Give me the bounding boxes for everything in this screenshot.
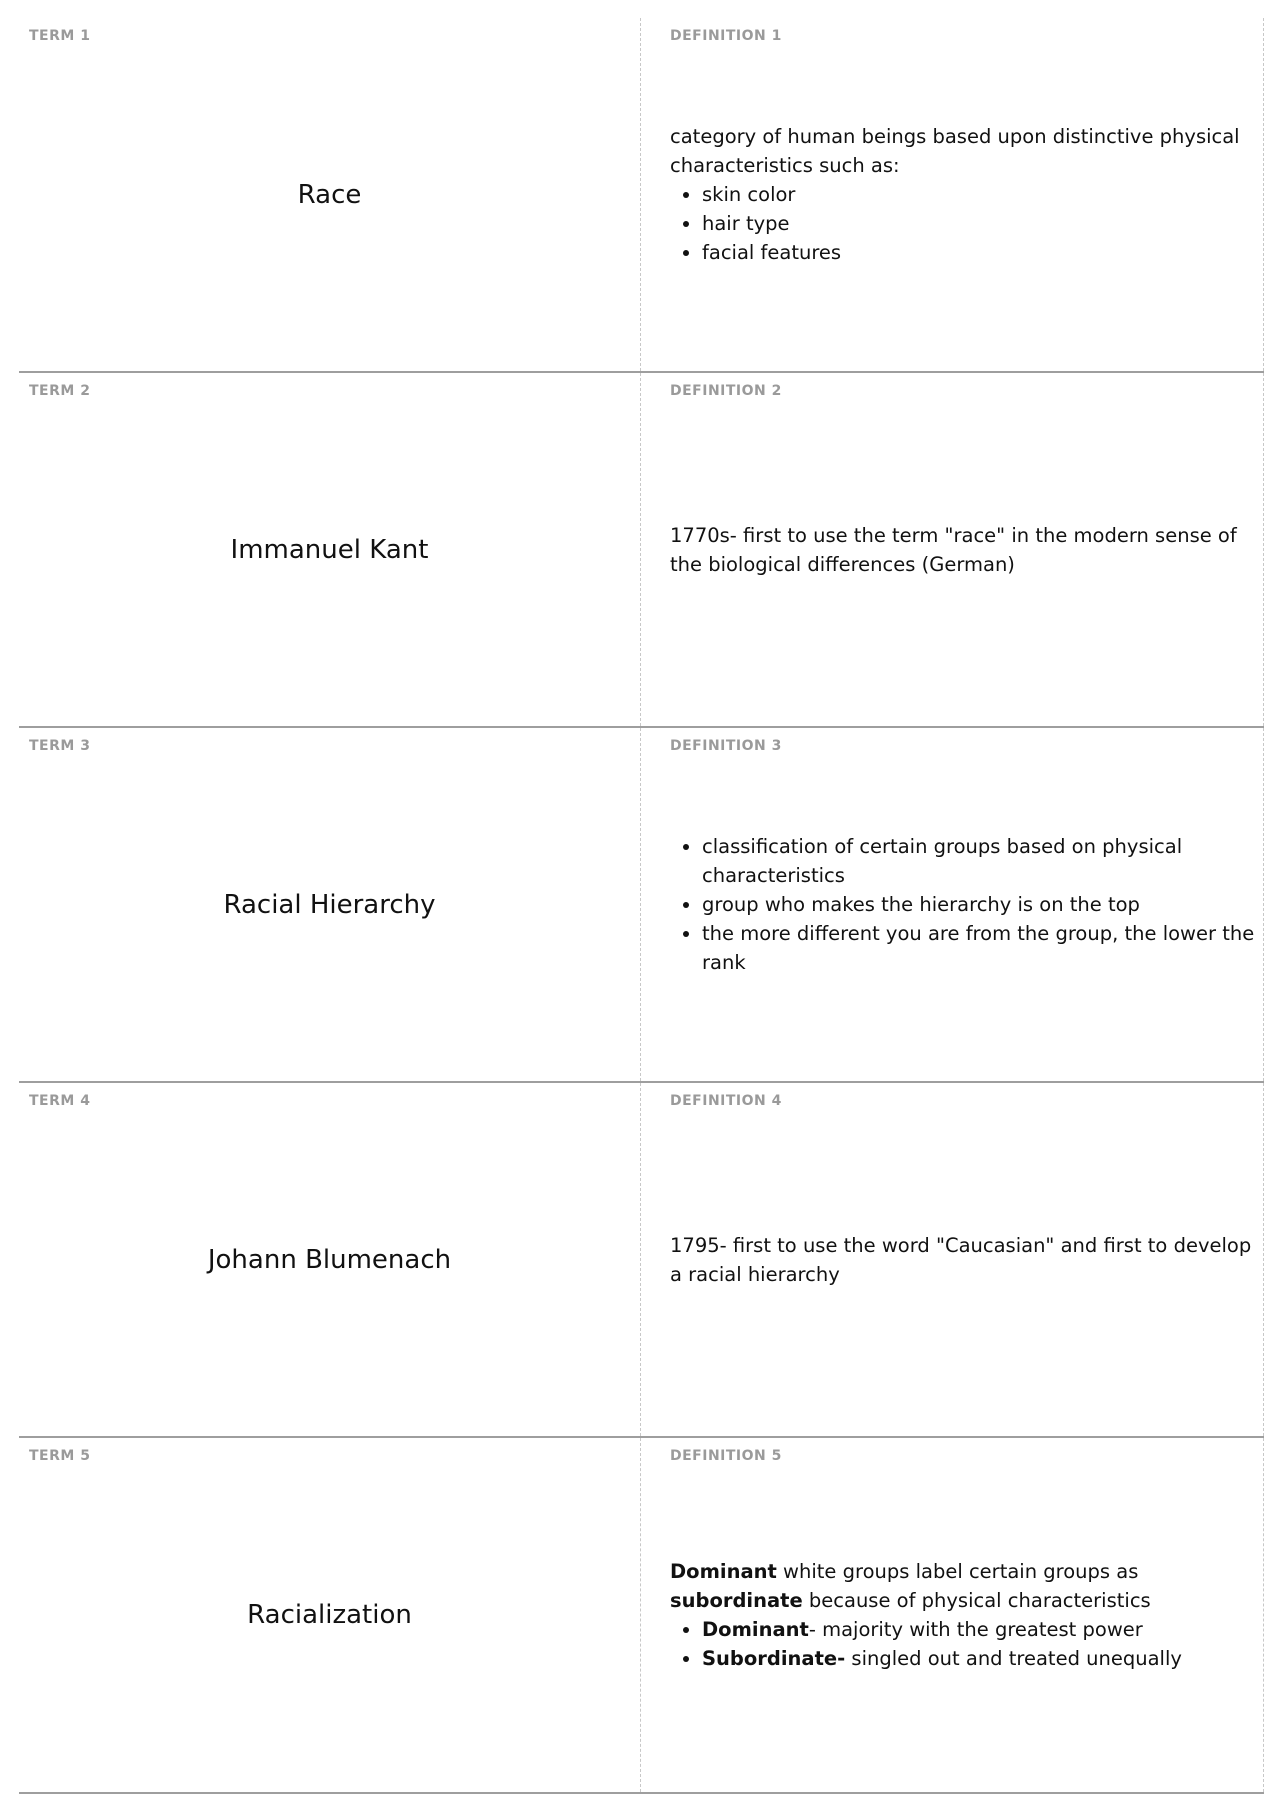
term-text: Race bbox=[297, 179, 362, 210]
bullet-text: - majority with the greatest power bbox=[808, 1618, 1143, 1641]
bold-term-dominant: Dominant bbox=[670, 1560, 777, 1583]
definition-cell-1 bbox=[641, 18, 1264, 371]
bullet-bold: Dominant bbox=[702, 1618, 809, 1641]
definition-body bbox=[670, 373, 1257, 726]
definition-cell-4 bbox=[641, 1083, 1264, 1436]
definition-bullet: • group who makes the hierarchy is on the top bbox=[702, 890, 1257, 919]
definition-bullet-list bbox=[670, 832, 1257, 977]
definition-cell-2 bbox=[641, 373, 1264, 726]
definition-bullet-list bbox=[670, 180, 1257, 267]
card-row-4 bbox=[19, 1083, 1264, 1438]
definition-bullet bbox=[702, 1615, 1257, 1644]
bullet-text: singled out and treated unequally bbox=[845, 1647, 1182, 1670]
definition-label: DEFINITION 3 bbox=[670, 738, 782, 754]
definition-label: DEFINITION 2 bbox=[670, 383, 782, 399]
intro-text: because of physical characteristics bbox=[802, 1589, 1151, 1612]
card-row-1 bbox=[19, 18, 1264, 373]
intro-text: white groups label certain groups as bbox=[776, 1560, 1139, 1583]
definition-text: 1770s- first to use the term "race" in the modern sense of the biological differences (German) bbox=[670, 523, 1237, 576]
term-cell-5 bbox=[19, 1438, 641, 1792]
definition-bullet bbox=[702, 1644, 1257, 1673]
definition-body bbox=[670, 18, 1257, 371]
definition-body bbox=[670, 1438, 1257, 1792]
definition-intro: category of human beings based upon distinctive physical characteristics such as: bbox=[670, 125, 1240, 177]
term-cell-3 bbox=[19, 728, 641, 1081]
term-cell-2 bbox=[19, 373, 641, 726]
definition-label: DEFINITION 5 bbox=[670, 1448, 782, 1464]
term-label: TERM 1 bbox=[29, 28, 91, 44]
bold-term-subordinate: subordinate bbox=[670, 1589, 803, 1612]
definition-body bbox=[670, 728, 1257, 1081]
card-row-3 bbox=[19, 728, 1264, 1083]
definition-cell-3 bbox=[641, 728, 1264, 1081]
term-label: TERM 3 bbox=[29, 738, 91, 754]
definition-intro bbox=[670, 1557, 1257, 1615]
term-text: Racialization bbox=[247, 1600, 412, 1630]
definition-bullet: • skin color bbox=[702, 180, 1257, 209]
definition-bullet: • classification of certain groups based on physical characteristics bbox=[702, 832, 1257, 890]
term-label: TERM 4 bbox=[29, 1093, 91, 1109]
term-cell-4 bbox=[19, 1083, 641, 1436]
definition-label: DEFINITION 1 bbox=[670, 28, 782, 44]
term-text: Racial Hierarchy bbox=[223, 889, 436, 920]
flashcard-sheet bbox=[19, 18, 1264, 1794]
definition-label: DEFINITION 4 bbox=[670, 1093, 782, 1109]
definition-bullet: • facial features bbox=[702, 238, 1257, 267]
term-cell-1 bbox=[19, 18, 641, 371]
card-row-2 bbox=[19, 373, 1264, 728]
term-label: TERM 5 bbox=[29, 1448, 91, 1464]
definition-cell-5 bbox=[641, 1438, 1264, 1792]
definition-text: 1795- first to use the word "Caucasian" and first to develop a racial hierarchy bbox=[670, 1233, 1252, 1286]
term-text: Immanuel Kant bbox=[230, 534, 429, 565]
term-label: TERM 2 bbox=[29, 383, 91, 399]
term-text: Johann Blumenach bbox=[207, 1244, 452, 1275]
bullet-bold: Subordinate- bbox=[702, 1647, 846, 1670]
card-row-5 bbox=[19, 1438, 1264, 1794]
definition-bullet: • the more different you are from the group, the lower the rank bbox=[702, 919, 1257, 977]
definition-body bbox=[670, 1083, 1257, 1436]
definition-bullet-list bbox=[670, 1615, 1257, 1673]
definition-bullet: • hair type bbox=[702, 209, 1257, 238]
